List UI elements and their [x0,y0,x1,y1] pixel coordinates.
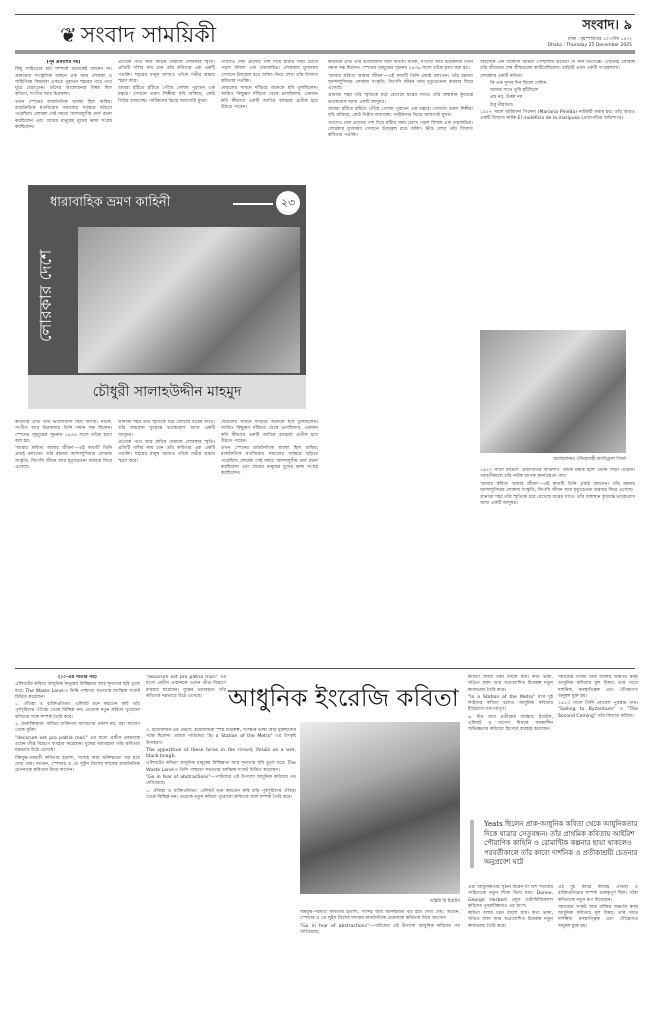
date-bn: ঢাকা : বৃহস্পতিবার ১০ পৌষ ১৪৩২ [567,37,632,42]
bird-logo-icon: ❦ [60,23,77,47]
paragraph: ১. ঐতিহ্য ও ব্যক্তিপ্রতিভা: এলিয়ট মনে করতেন কবি তাঁর পূর্বসূরিদের ঐতিহ্য থেকে বিচ্ছিন্ন নন। প্রত্যেক নতুন কবিতা পুরোনো কবিতার সঙ্গে সম্পর্ক তৈরি করে। [15,702,140,720]
paragraph: "Go in fear of abstractions"—পাউন্ডের এই উপদেশ আধুনিক কবিদের পথ দেখিয়েছে। [146,775,296,787]
travel-col-2b [118,420,215,655]
paper-name: সংবাদ [582,18,615,33]
poem-line: আমার সাথে তুমি হাঁটছিলে [490,88,539,94]
poetry-col-e2 [558,885,638,1010]
paragraph: প্যাসেও দেল প্রাদোর পাশ দিয়ে হাঁটার সময় চোখে পড়ল বিশাল এক দেয়ালচিত্র। লোরকার মুখাবয়ব সেখানে উজ্জ্বল রঙে আঁকা। নিচে লেখা তাঁর বিখ্যাত কবিতার পঙক্তি। [221,60,318,84]
paragraph: কিছু সাহিত্যের চর্চা সম্পর্কে অনেকেই জানেন না। গ্রানাডার সাংস্কৃতিক অঙ্গনে এক সময় লোরকা ও সাহিত্যিক বিদ্বানরা একত্রে পুরাতন শহরের পথে পথে ঘুরে বেড়াতেন। তাঁদের আলোচনার বিষয় ছিল কবিতা, সংগীত আর চিত্রকলা। [15,67,112,98]
masthead-bar [15,50,635,54]
paragraph: বিশ্বযুদ্ধ-পরবর্তী কবিতায় হতাশা, সন্দেহ আর অনিশ্চয়তা বড় হয়ে দেখা দেয়। অডেন, স্পেন্ডার ও ডে লুইস ত্রিশের দশকের রাজনৈতিক চেতনাকে কবিতায় নিয়ে আসেন। [15,755,140,774]
travel-col-5b [480,468,635,655]
page-number: ৯ [623,18,632,33]
paragraph: প্যাসেও দেল প্রাদোর পাশ দিয়ে হাঁটার সময় চোখে পড়ল বিশাল এক দেয়ালচিত্র। লোরকার মুখাবয়ব সেখানে উজ্জ্বল রঙে আঁকা। নিচে লেখা তাঁর বিখ্যাত কবিতার পঙক্তি। [328,120,473,139]
paragraph: সমাজের সংকট আর ব্যক্তির অন্তর্গত দ্বন্দ্ব আধুনিক কবিতার মূল বিষয়। তার সাথে দার্শনিক, মনস্তাত্ত্বিক এবং ঐতিহ্যগত অনুষঙ্গ যুক্ত হয়। [558,675,638,699]
article-title: লোরকার দেশে [36,249,55,343]
continued-label: (পূর্ব প্রকাশের পর) [46,60,81,65]
paragraph: ১. ঐতিহ্য ও ব্যক্তিপ্রতিভা: এলিয়ট মনে করতেন কবি তাঁর পূর্বসূরিদের ঐতিহ্য থেকে বিচ্ছিন্ন নন। প্রত্যেক নতুন কবিতা পুরোনো কবিতার সঙ্গে সম্পর্ক তৈরি করে। [146,788,296,800]
paragraph: প্রত্যেক পথে আর বাড়ির দেয়ালে লোরকার স্মৃতি। প্রতিটি গলির নাম যেন তাঁর কবিতার এক একটি পঙক্তি। শহরের মানুষ আজও তাঁকে গভীর শ্রদ্ধায় স্মরণ করে। [118,60,215,84]
paragraph: 'আমার কবিতা আমার জীবন'—এই কথাটি তিনি প্রায়ই বলতেন। তাঁর রচনায় আন্দালুসিয়ার লোকজ সংস্কৃতি, জিপসি জীবন আর মৃত্যুচেতনা বারবার ফিরে এসেছে। [15,446,112,471]
travel-col-3b [221,420,318,655]
lorca-mural-photo [78,227,300,373]
paragraph: তখন স্পেনের রাজনৈতিক অবস্থা ছিল অস্থির। রাজনৈতিক মতবিরোধ সমাজের সর্বস্তরে ছড়িয়ে পড়েছিল। লোরকা সেই সময়ে 'আন্দালুসীয় গান' রচনা করছিলেন এবং গ্রামের মানুষের মুখের ভাষা সংগ্রহ করছিলেন। [15,99,112,130]
paragraph: গ্রানাডা শহর তাঁর স্মৃতিকে ধরে রেখেছে যত্নের সাথে। তাঁর জন্মস্থান ফুয়েন্তে ভাকেরোস আজ একটি জাদুঘর। [328,93,473,105]
paragraph: "decorum est pro patria mori" এর মতো প্রাচীন প্রবচনকে ওয়েন তীব্র বিদ্রূপে ব্যবহার করেছেন। যুদ্ধের ভয়াবহতা তাঁর কবিতায় নগ্নভাবে উঠে এসেছে। [15,735,140,754]
poem-line: কি এক সুন্দর দিন ছিলো সেদিন [490,80,547,86]
paragraph: অবশেষে এক বিকেলে আমরা পৌঁছালাম উয়ের্তা দে সান ভিসেন্তে। এখানেই লোরকা তাঁর জীবনের শেষ গ্রীষ্মগুলো কাটিয়েছিলেন। বাড়িটি এখন একটি সংগ্রহশালা। [480,60,635,72]
paragraph: এলিয়টের কবিতা আধুনিক মানুষের বিচ্ছিন্নতা আর শূন্যতার ছবি তুলে ধরে। The Waste Land-এ তিনি পাশ্চাত্য সভ্যতার আত্মিক সংকট চিত্রিত করেছেন। [15,682,140,700]
episode-number: ২৩ [276,191,300,215]
paragraph: লোরকার একটি কবিতা: [480,73,524,79]
travel-col-1b [15,420,112,655]
paragraph: 'আমার কবিতা আমার জীবন'—এই কথাটি তিনি প্রায়ই বলতেন। তাঁর রচনায় আন্দালুসিয়ার লোকজ সংস্কৃতি, জিপসি জীবন আর মৃত্যুচেতনা বারবার ফিরে এসেছে। [480,481,635,493]
paragraph: বিশ্বযুদ্ধ-পরবর্তী কবিতায় হতাশা, সন্দেহ আর অনিশ্চয়তা বড় হয়ে দেখা দেয়। অডেন, স্পেন্ডার ও ডে লুইস ত্রিশের দশকের রাজনৈতিক চেতনাকে কবিতায় নিয়ে আসেন। [300,910,460,922]
paragraph: দেয়ালের সামনে দাঁড়িয়ে অনেকে ছবি তুলছিলেন। আমিও কিছুক্ষণ দাঁড়িয়ে থেকে ভাবছিলাম, একজন কবি কীভাবে একটি জাতির আত্মার প্রতীক হয়ে উঠতে পারেন। [221,420,318,444]
paragraph: ৩. ইমেজিজম-এর প্রভাব: ইমেজিস্টরা স্পষ্ট চিত্রকল্প, সংক্ষিপ্ত ভাষা আর মুক্তছন্দের পক্ষে ছিলেন। এজরা পাউন্ডের "In a Station of the Metro" এর উৎকৃষ্ট উদাহরণ। [146,728,296,746]
paper-info: সংবাদ। ৯ ঢাকা : বৃহস্পতিবার ১০ পৌষ ১৪৩২ Dhaka : Thursday 25 December 2025 [547,18,632,48]
top-rule [15,14,635,15]
paragraph: ৯. মিথ আর প্রতীকের ব্যবহার: ইয়েটস, এলিয়ট ও জয়েস মিথকে সমকালীন অভিজ্ঞতার কাঠামো হিসেবে ব্যবহার করেছেন। [468,714,553,733]
travel-col-3 [221,60,318,180]
paragraph: গ্রানাডা শহর তাঁর স্মৃতিকে ধরে রেখেছে যত্নের সাথে। তাঁর জন্মস্থান ফুয়েন্তে ভাকেরোস আজ একটি জাদুঘর। [118,420,215,438]
poetry-col-c [300,910,460,1010]
poetry-col-b [146,728,296,1010]
paragraph: এলিয়টের কবিতা আধুনিক মানুষের বিচ্ছিন্নতা আর শূন্যতার ছবি তুলে ধরে। The Waste Land-এ তিনি পাশ্চাত্য সভ্যতার আত্মিক সংকট চিত্রিত করেছেন। [146,761,296,773]
continued-label: (১০-এর পাতার পর) [58,675,97,680]
travel-col-4 [328,60,473,655]
paragraph: প্রত্যেক পথে আর বাড়ির দেয়ালে লোরকার স্মৃতি। প্রতিটি গলির নাম যেন তাঁর কবিতার এক একটি পঙক্তি। শহরের মানুষ আজও তাঁকে গভীর শ্রদ্ধায় স্মরণ করে। [118,439,215,464]
paragraph: "Go in fear of abstractions"—পাউন্ডের এই উপদেশ আধুনিক কবিদের পথ দেখিয়েছে। [300,923,460,935]
yeats-portrait [300,722,460,894]
travel-col-2 [118,60,215,180]
section-title: সংবাদ সাময়িকী [80,23,217,48]
poetry-col-d2 [468,885,553,1010]
paragraph: এই দুই কবির কাছেই ঐতিহ্য ও ব্যক্তিপ্রতিভার সম্পর্ক গুরুত্বপূর্ণ ছিল। তাঁরা কবিতাকে নতুন রূপ দিয়েছেন। [558,885,638,903]
paragraph: 'আমার কবিতা আমার জীবন'—এই কথাটি তিনি প্রায়ই বলতেন। তাঁর রচনায় আন্দালুসিয়ার লোকজ সংস্কৃতি, জিপসি জীবন আর মৃত্যুচেতনা বারবার ফিরে এসেছে। [328,73,473,92]
poetry-headline: আধুনিক ইংরেজি কবিতা [228,684,459,712]
pull-quote: Yeats ছিলেন প্রাক-আধুনিক কবিতা থেকে আধুনিকতার দিকে যাত্রার সেতুবন্ধন। তাঁর প্রাথমিক কবিতায় আইরিশ পৌরাণিক কাহিনি ও রোমান্টিক কল্পনার ছায়া থাকলেও পরবর্তীকালে তাঁর কাব্যে দার্শনিক ও প্রতীকাশ্রয়ী চেতনার অনুপ্রবেশ ঘটে [470,820,640,868]
travel-col-1 [15,60,112,180]
author-name: চৌধুরী সালাহউদ্দীন মাহমুদ [28,375,306,409]
paragraph: কবিতা বলার ধরন বদলে যায়। কথ্য ভাষা, খণ্ডিত বাক্য আর অপ্রত্যাশিত চিত্রকল্প নতুন কাব্যভাষা তৈরি করে। [468,675,553,693]
paragraph: সমাজের সংকট আর ব্যক্তির অন্তর্গত দ্বন্দ্ব আধুনিক কবিতার মূল বিষয়। তার সাথে দার্শনিক, মনস্তাত্ত্বিক এবং ঐতিহ্যগত অনুষঙ্গ যুক্ত হয়। [558,904,638,929]
paragraph: দেয়ালের সামনে দাঁড়িয়ে অনেকে ছবি তুলছিলেন। আমিও কিছুক্ষণ দাঁড়িয়ে থেকে ভাবছিলাম, একজন কবি কীভাবে একটি জাতির আত্মার প্রতীক হয়ে উঠতে পারেন। [221,86,318,111]
paragraph: ২. নৈর্ব্যক্তিকতা: কবিতা ব্যক্তিগত আবেগের প্রকাশ নয়, বরং আবেগ থেকে মুক্তি। [15,722,140,734]
paragraph: কবিতা বলার ধরন বদলে যায়। কথ্য ভাষা, খণ্ডিত বাক্য আর অপ্রত্যাশিত চিত্রকল্প নতুন কাব্যভাষা তৈরি করে। [468,911,553,929]
paragraph: গ্রানাডা শহর তাঁর স্মৃতিকে ধরে রেখেছে যত্নের সাথে। তাঁর জন্মস্থান ফুয়েন্তে ভাকেরোস আজ একটি জাদুঘর। [480,495,635,507]
series-label: ধারাবাহিক ভ্রমণ কাহিনী [50,195,171,210]
poetry-col-b-top [146,675,226,715]
cathedral-caption: বার্সেলোনার ঐতিহ্যবাহী ক্যাথিড্রাল গির্জা [553,457,626,462]
paragraph: কবিতার প্রতি তাঁর ভালোবাসা ছিল অগাধ। নাটক, সংগীত আর চিত্রকলায় তিনি সমান দক্ষ ছিলেন। স্পেনের গৃহযুদ্ধের সূচনায় ১৯৩৬ সালে তাঁকে হত্যা করা হয়। [328,60,473,72]
paragraph: "In a Station of the Metro" মাত্র দুই লাইনের কবিতা হলেও আধুনিক কবিতার ইতিহাসে তাৎপর্যপূর্ণ। [468,694,553,713]
paragraph: এরা আধুনিকতার সূচনা করেন যা বিশ শতকের সাহিত্যকে নতুন দিকে নিয়ে যায়। Donne, George Herbert প্রমুখ মেটাফিজিক্যাল কবিদের পুনরাবিষ্কারও এর অংশ। [468,885,553,909]
section-divider [15,668,635,669]
poetry-col-a [15,675,140,1010]
series-banner [28,185,306,375]
poem-line: শুধু নীরবতা। [490,102,514,108]
poem-quote: The apparition of these faces in the crowd; Petals on a wet, black bough. [146,747,296,760]
portrait-caption: ডব্লিউ বি ইয়েটস [430,899,460,904]
poetry-col-e [558,675,638,815]
paragraph: তখন স্পেনের রাজনৈতিক অবস্থা ছিল অস্থির। রাজনৈতিক মতবিরোধ সমাজের সর্বস্তরে ছড়িয়ে পড়েছিল। লোরকা সেই সময়ে 'আন্দালুসীয় গান' রচনা করছিলেন এবং গ্রামের মানুষের মুখের ভাষা সংগ্রহ করছিলেন। [221,446,318,477]
paragraph: আমরা হাঁটতে হাঁটতে পৌঁছে গেলাম পুরাতন এক চত্বরে। সেখানে তরুণ শিল্পীরা ছবি আঁকছে, কেউ গিটার বাজাচ্ছে। পর্যটকদের ভিড়ে জায়গাটা মুখর। [328,107,473,119]
series-line [233,203,273,205]
paragraph: আমরা হাঁটতে হাঁটতে পৌঁছে গেলাম পুরাতন এক চত্বরে। সেখানে তরুণ শিল্পীরা ছবি আঁকছে, কেউ গিটার বাজাচ্ছে। পর্যটকদের ভিড়ে জায়গাটা মুখর। [118,86,215,104]
paragraph: ১৯২৭ সালে মারিয়ানা পিনেদা (Mariana Pineda) নাটকটি মঞ্চস্থ হয়। তাঁর আরও একটি বিখ্যাত নাটক El maleficio de la mariposa (প্রজাপতির অভিশাপ)। [480,110,635,122]
paragraph: ১৯২০ সালে মাদ্রিদে 'প্রজাপতির অভিশাপ' নাটক মঞ্চস্থ হলে তেমন সাড়া পড়েনি। পরবর্তীকালে তাঁর নাটক ব্যাপক জনপ্রিয়তা পায়। [480,468,635,480]
paragraph: "decorum est pro patria mori" এর মতো প্রাচীন প্রবচনকে ওয়েন তীব্র বিদ্রূপে ব্যবহার করেছেন। যুদ্ধের ভয়াবহতা তাঁর কবিতায় নগ্নভাবে উঠে এসেছে। [146,675,226,699]
paragraph: ১৯২৩ সালে তিনি নোবেল পুরস্কার পান। "Sailing to Byzantium" ও "The Second Coming" তাঁর বিখ্যাত কবিতা। [558,701,638,719]
date-en: Dhaka : Thursday 25 December 2025 [547,43,632,48]
travel-col-5 [480,60,635,325]
cathedral-photo [480,330,626,453]
paragraph: কবিতার প্রতি তাঁর ভালোবাসা ছিল অগাধ। নাটক, সংগীত আর চিত্রকলায় তিনি সমান দক্ষ ছিলেন। স্পেনের গৃহযুদ্ধের সূচনায় ১৯৩৬ সালে তাঁকে হত্যা করা হয়। [15,420,112,444]
poem-line: প্রশ্ন নয়, উত্তর নয় [490,95,523,101]
poetry-col-d [468,675,553,815]
